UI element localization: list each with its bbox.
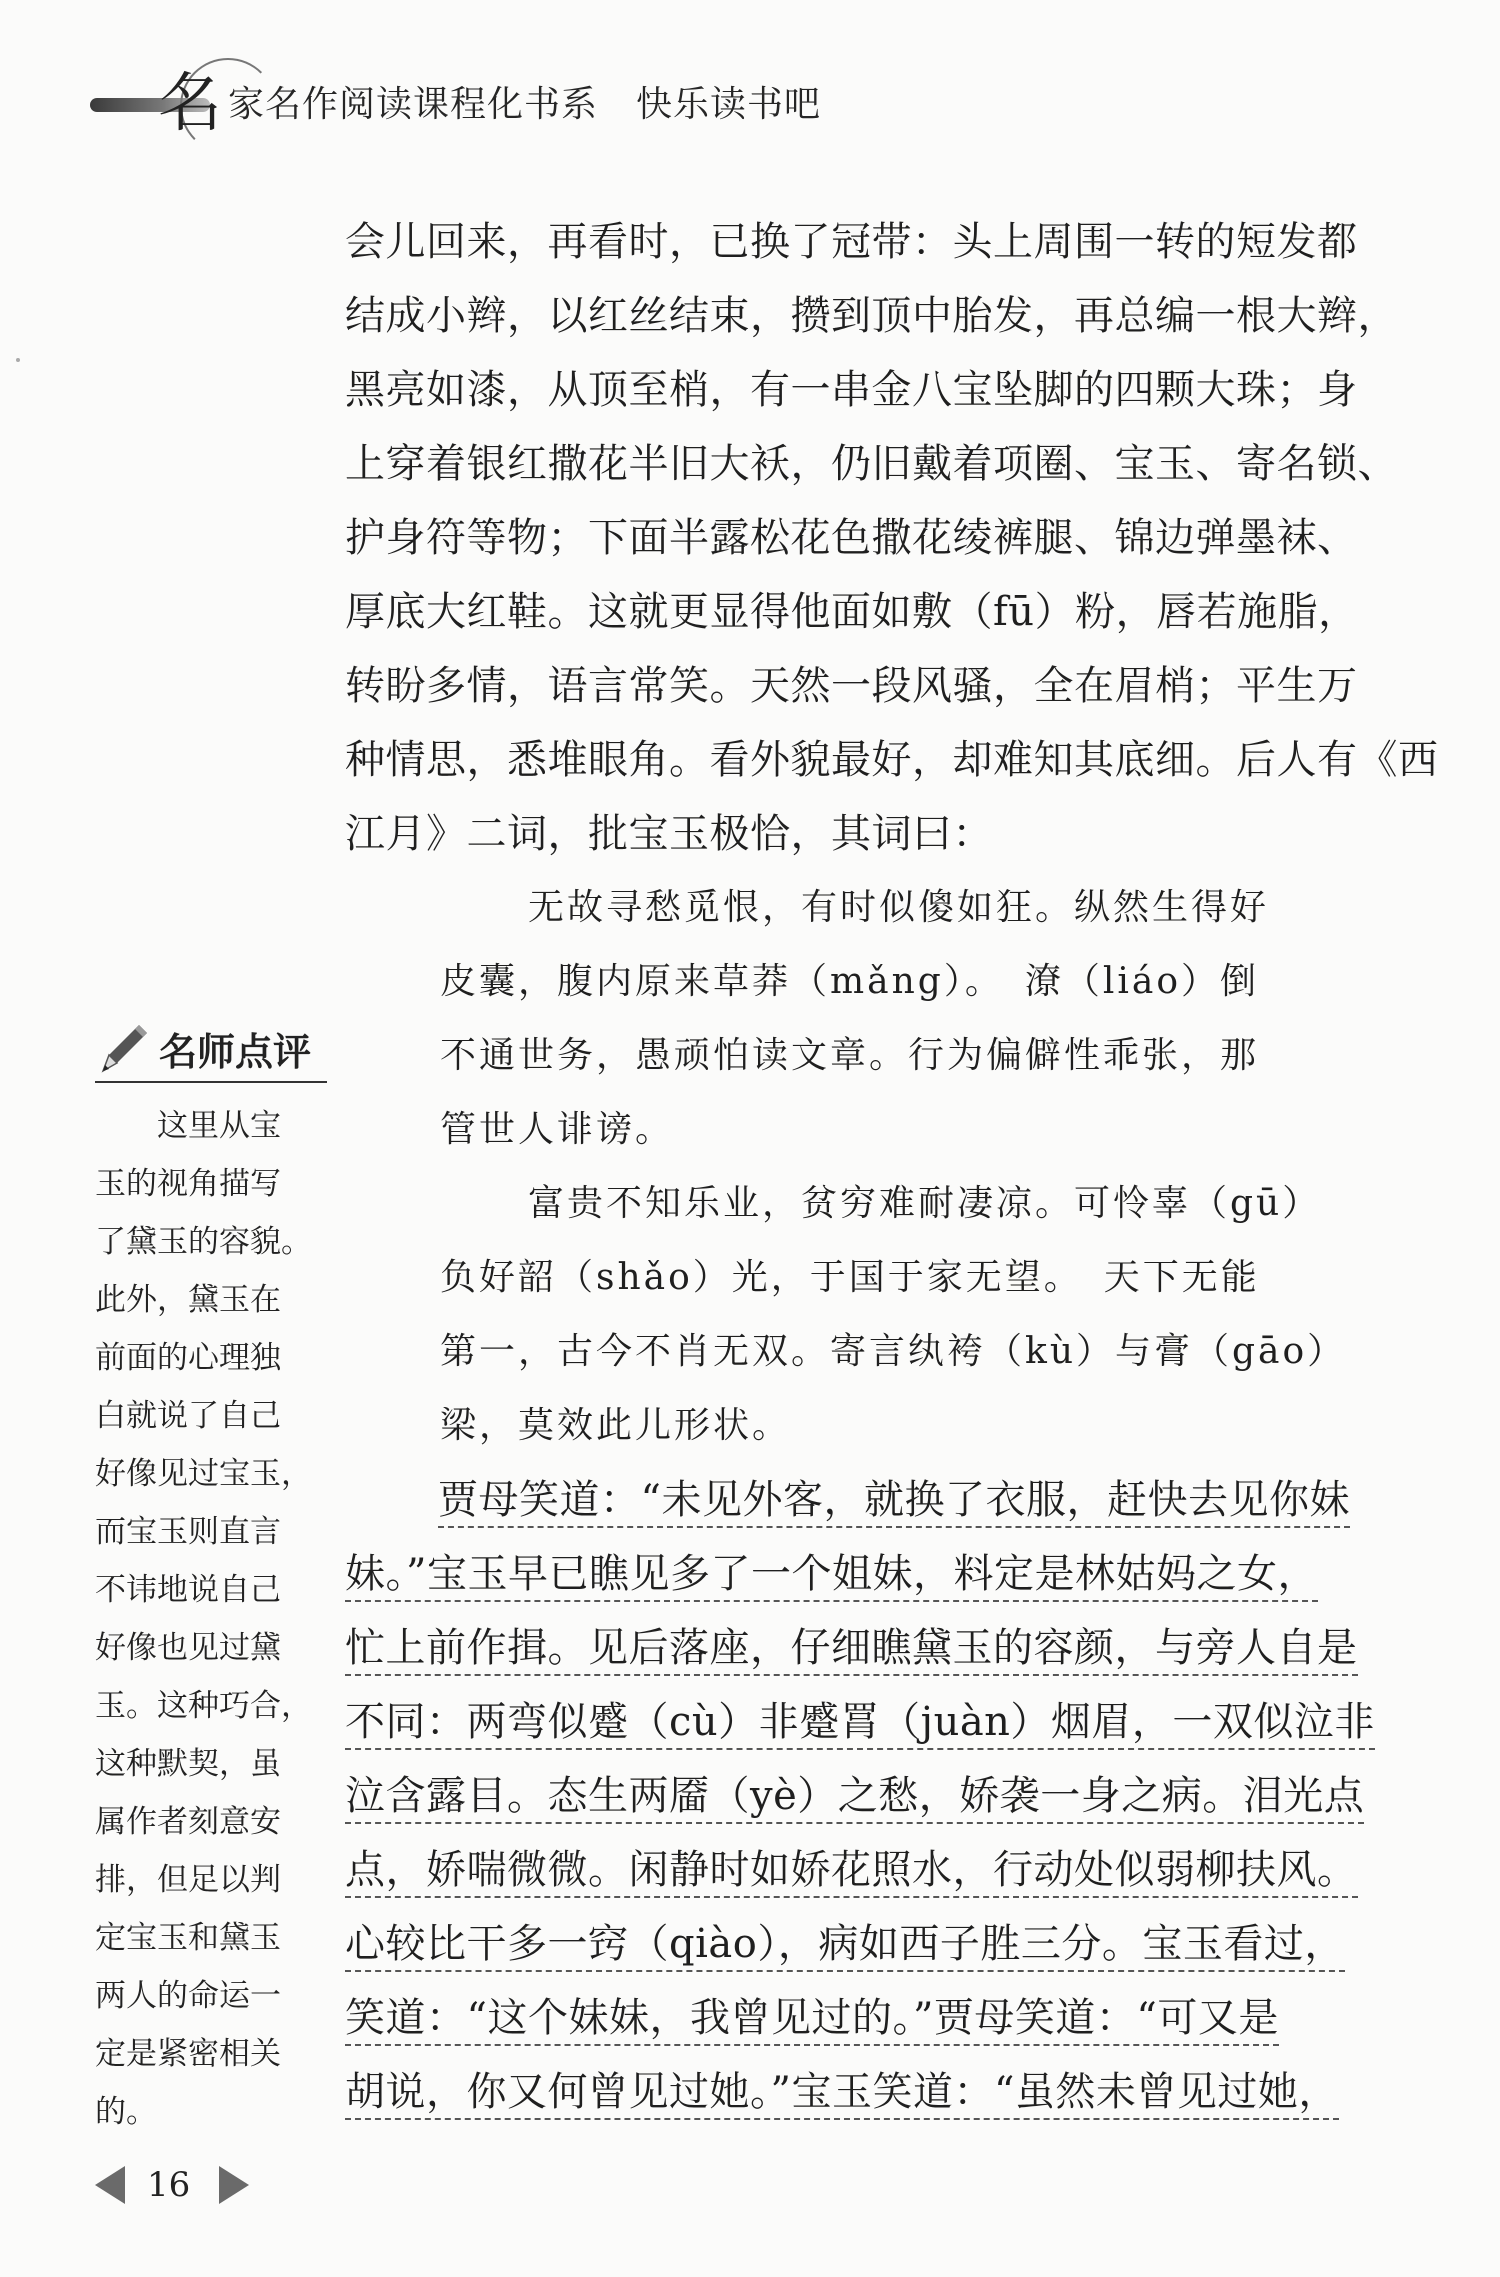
commentary-line: 白就说了自己 [95,1398,281,1434]
prose-block [345,205,1445,871]
commentary-title: 名师点评 [159,1030,312,1074]
poem-stanza-2 [440,1167,1445,1463]
commentary-line: 好像见过宝玉， [95,1456,312,1492]
text-line: 会儿回来，再看时，已换了冠带：头上周围一转的短发都 [345,219,1358,265]
commentary-line: 两人的命运一 [95,1978,281,2014]
running-header [80,60,940,150]
page-footer [95,2160,295,2210]
underlined-line: 贾母笑道：“未见外客，就换了衣服，赶快去见你妹 [438,1477,1350,1528]
commentary-line: 而宝玉则直言 [95,1514,281,1550]
text-line: 种情思，悉堆眼角。看外貌最好，却难知其底细。后人有《西 [345,737,1439,783]
text-line: 黑亮如漆，从顶至梢，有一串金八宝坠脚的四颗大珠；身 [345,367,1358,413]
highlighted-passage [345,1463,1445,2129]
text-line: 转盼多情，语言常笑。天然一段风骚，全在眉梢；平生万 [345,663,1358,709]
poem-line: 无故寻愁觅恨，有时似傻如狂。纵然生得好 [528,887,1270,928]
underlined-line: 笑道：“这个妹妹，我曾见过的。”贾母笑道：“可又是 [345,1995,1279,2046]
commentary-line: 这种默契，虽 [95,1746,281,1782]
commentary-line: 的。 [95,2094,157,2130]
header-big-char: 名 [158,67,222,141]
underlined-line: 心较比干多一窍（qiào），病如西子胜三分。宝玉看过， [345,1921,1345,1972]
text-line: 上穿着银红撒花半旧大袄，仍旧戴着项圈、宝玉、寄名锁、 [345,441,1398,487]
commentary-line: 玉。这种巧合， [95,1688,312,1724]
underlined-line: 不同：两弯似蹙（cù）非蹙罥（juàn）烟眉，一双似泣非 [345,1699,1375,1750]
poem-line: 第一，古今不肖无双。寄言纨袴（kù）与膏（gāo） [440,1331,1347,1372]
left-arrow-icon [95,2166,125,2204]
commentary-line: 前面的心理独 [95,1340,281,1376]
text-line: 护身符等物；下面半露松花色撒花绫裤腿、锦边弹墨袜、 [345,515,1358,561]
underlined-line: 妹。”宝玉早已瞧见多了一个姐妹，料定是林姑妈之女， [345,1551,1318,1602]
underlined-line: 胡说，你又何曾见过她。”宝玉笑道：“虽然未曾见过她， [345,2069,1339,2120]
series-subtitle: 快乐读书吧 [636,84,822,125]
commentary-body [95,1097,327,2141]
commentary-line: 好像也见过黛 [95,1630,281,1666]
pencil-icon [95,1021,151,1077]
commentary-line: 定宝玉和黛玉 [95,1920,281,1956]
teacher-commentary [95,1015,327,2141]
underlined-line: 点，娇喘微微。闲静时如娇花照水，行动处似弱柳扶风。 [345,1847,1358,1898]
commentary-line: 这里从宝 [157,1108,281,1144]
margin-mark [16,358,20,362]
commentary-line: 属作者刻意安 [95,1804,281,1840]
poem-line: 富贵不知乐业，贫穷难耐凄凉。可怜辜（gū） [528,1183,1322,1224]
poem-line: 管世人诽谤。 [440,1109,675,1150]
commentary-header [95,1015,327,1083]
series-title: 家名作阅读课程化书系 [228,84,599,125]
commentary-line: 定是紧密相关 [95,2036,281,2072]
commentary-line: 了黛玉的容貌。 [95,1224,312,1260]
commentary-line: 不讳地说自己 [95,1572,281,1608]
underlined-line: 泣含露目。态生两靥（yè）之愁，娇袭一身之病。泪光点 [345,1773,1364,1824]
poem-line: 皮囊，腹内原来草莽（mǎng）。 潦（liáo）倒 [440,961,1259,1002]
text-line: 厚底大红鞋。这就更显得他面如敷（fū）粉，唇若施脂， [345,589,1359,635]
poem-line: 负好韶（shǎo）光，于国于家无望。 天下无能 [440,1257,1260,1298]
underlined-line: 忙上前作揖。见后落座，仔细瞧黛玉的容颜，与旁人自是 [345,1625,1358,1676]
text-line: 江月》二词，批宝玉极恰，其词曰： [345,811,993,857]
commentary-line: 此外，黛玉在 [95,1282,281,1318]
poem-line: 不通世务，愚顽怕读文章。行为偏僻性乖张，那 [440,1035,1260,1076]
right-arrow-icon [219,2166,249,2204]
header-title [228,74,821,136]
text-line: 结成小辫，以红丝结束，攒到顶中胎发，再总编一根大辫， [345,293,1398,339]
main-text [345,205,1445,2129]
page-number: 16 [147,2165,191,2205]
commentary-line: 排，但足以判 [95,1862,281,1898]
poem-line: 梁，莫效此儿形状。 [440,1405,792,1446]
commentary-line: 玉的视角描写 [95,1166,281,1202]
poem-stanza-1 [440,871,1445,1167]
